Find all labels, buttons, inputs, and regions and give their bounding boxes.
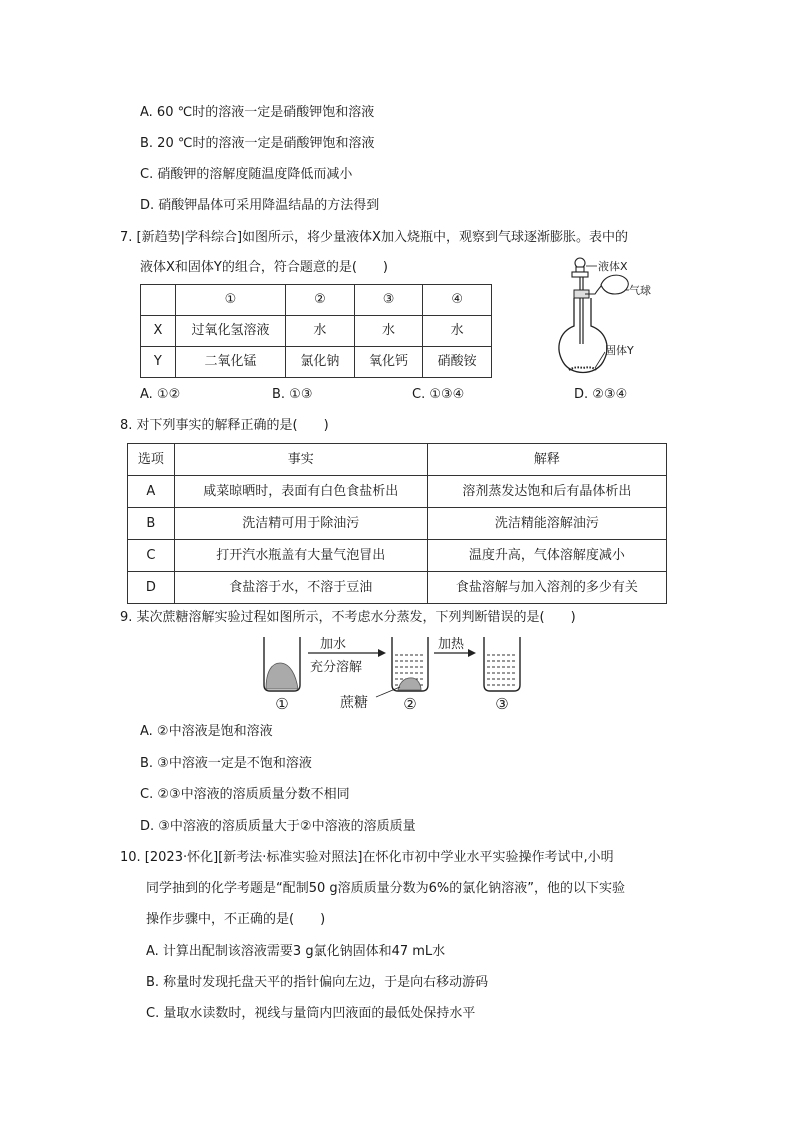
q7-cell: 过氧化氢溶液 (175, 316, 285, 347)
q8-cell: 洗洁精可用于除油污 (174, 508, 427, 540)
q7-header-cell: ② (286, 285, 355, 316)
q7-cell: 氯化钠 (286, 347, 355, 378)
q7-header-cell: ④ (423, 285, 492, 316)
table-row (128, 476, 667, 508)
q6-option-b: B. 20 ℃时的溶液一定是硝酸钾饱和溶液 (140, 136, 375, 151)
arrow-1-label-bottom: 充分溶解 (310, 660, 363, 675)
label-liquid-x: 液体X (598, 260, 628, 273)
sugar-pile-1 (266, 663, 298, 689)
q7-cell: 水 (286, 316, 355, 347)
q7-cell: 二氧化锰 (175, 347, 285, 378)
liquid-3 (487, 655, 517, 685)
table-row (128, 572, 667, 604)
beaker-label-3: ③ (495, 695, 509, 713)
beaker-3 (484, 637, 520, 691)
q8-header-cell: 事实 (174, 444, 427, 476)
arrow-1-head (378, 649, 386, 657)
q8-cell: 打开汽水瓶盖有大量气泡冒出 (174, 540, 427, 572)
q6-option-c: C. 硝酸钾的溶解度随温度降低而减小 (140, 167, 353, 182)
sugar-pile-2 (398, 678, 421, 690)
beaker-figure (258, 633, 558, 715)
arrow-2-label-top: 加热 (438, 637, 465, 652)
q8-cell: 食盐溶解与加入溶剂的多少有关 (427, 572, 666, 604)
beaker-label-1: ① (275, 695, 289, 713)
q7-option-d: D. ②③④ (574, 387, 628, 402)
q8-cell: 食盐溶于水，不溶于豆油 (174, 572, 427, 604)
q8-cell: A (128, 476, 175, 508)
q8-table (127, 443, 667, 604)
q7-cell: 氧化钙 (354, 347, 423, 378)
q8-header-cell: 选项 (128, 444, 175, 476)
q10-stem-line1: 10. [2023·怀化][新考法·标准实验对照法]在怀化市初中学业水平实验操作考试中,小明 (120, 850, 614, 865)
q7-cell: 硝酸铵 (423, 347, 492, 378)
q7-cell: 水 (423, 316, 492, 347)
q7-option-c: C. ①③④ (412, 387, 465, 402)
q7-header-cell: ① (175, 285, 285, 316)
beaker-label-2: ② (403, 695, 417, 713)
dropper-collar (576, 267, 584, 272)
arrow-2-head (468, 649, 476, 657)
q7-stem-line2: 液体X和固体Y的组合，符合题意的是( ) (140, 260, 388, 275)
q7-cell: Y (141, 347, 176, 378)
q7-option-b: B. ①③ (272, 387, 313, 402)
q8-table-header (128, 444, 667, 476)
solid-y-particles (569, 367, 597, 370)
q7-cell: 水 (354, 316, 423, 347)
table-row (141, 347, 492, 378)
q8-cell: 咸菜晾晒时，表面有白色食盐析出 (174, 476, 427, 508)
q8-cell: C (128, 540, 175, 572)
balloon-shape (601, 275, 628, 294)
q9-option-c: C. ②③中溶液的溶质质量分数不相同 (140, 787, 350, 802)
q10-option-b: B. 称量时发现托盘天平的指针偏向左边，于是向右移动游码 (146, 975, 489, 990)
q7-header-cell (141, 285, 176, 316)
table-row (128, 508, 667, 540)
q9-stem: 9. 某次蔗糖溶解实验过程如图所示，不考虑水分蒸发，下列判断错误的是( ) (120, 610, 576, 625)
table-row (128, 540, 667, 572)
arrow-1-label-top: 加水 (320, 637, 347, 652)
q8-stem: 8. 对下列事实的解释正确的是( ) (120, 418, 329, 433)
q8-cell: 溶剂蒸发达饱和后有晶体析出 (427, 476, 666, 508)
q10-stem-line2: 同学抽到的化学考题是“配制50 g溶质质量分数为6%的氯化钠溶液”，他的以下实验 (146, 881, 626, 896)
table-row (141, 316, 492, 347)
q7-header-cell: ③ (354, 285, 423, 316)
q8-cell: B (128, 508, 175, 540)
sugar-leader-line (376, 687, 400, 697)
q8-header-cell: 解释 (427, 444, 666, 476)
sugar-label: 蔗糖 (340, 695, 368, 711)
q7-option-a: A. ①② (140, 387, 181, 402)
q7-table (140, 284, 492, 378)
stopcock (572, 272, 588, 277)
q7-stem-line1: 7. [新趋势|学科综合]如图所示，将少量液体X加入烧瓶中，观察到气球逐渐膨胀。表中的 (120, 230, 628, 245)
label-balloon: 气球 (629, 284, 651, 297)
q10-option-a: A. 计算出配制该溶液需要3 g氯化钠固体和47 mL水 (146, 944, 446, 959)
q8-cell: 洗洁精能溶解油污 (427, 508, 666, 540)
label-solid-y: 固体Y (605, 344, 634, 357)
q10-option-c: C. 量取水读数时，视线与量筒内凹液面的最低处保持水平 (146, 1006, 476, 1021)
q9-option-d: D. ③中溶液的溶质质量大于②中溶液的溶质质量 (140, 819, 416, 834)
q6-option-a: A. 60 ℃时的溶液一定是硝酸钾饱和溶液 (140, 105, 375, 120)
q7-cell: X (141, 316, 176, 347)
q9-option-b: B. ③中溶液一定是不饱和溶液 (140, 756, 312, 771)
q6-option-d: D. 硝酸钾晶体可采用降温结晶的方法得到 (140, 198, 380, 213)
q7-table-header (141, 285, 492, 316)
q10-stem-line3: 操作步骤中，不正确的是( ) (146, 912, 326, 927)
q9-option-a: A. ②中溶液是饱和溶液 (140, 724, 273, 739)
flask-figure (555, 252, 675, 384)
q8-cell: 温度升高，气体溶解度减小 (427, 540, 666, 572)
q8-cell: D (128, 572, 175, 604)
